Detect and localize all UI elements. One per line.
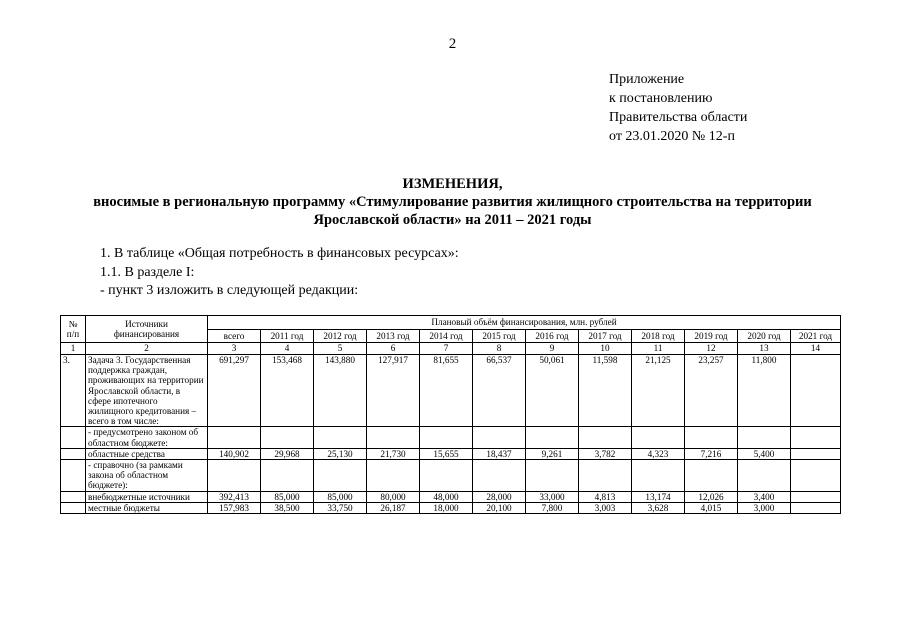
- row-number: [61, 491, 86, 502]
- value-cell: 3,782: [579, 448, 632, 459]
- instruction-line: - пункт 3 изложить в следующей редакции:: [100, 283, 359, 298]
- value-cell: 3,400: [738, 491, 791, 502]
- value-cell: [420, 460, 473, 492]
- value-cell: [208, 427, 261, 448]
- row-number: [61, 427, 86, 448]
- value-cell: [526, 427, 579, 448]
- index-cell: 2: [86, 343, 208, 355]
- value-cell: 33,750: [314, 502, 367, 513]
- index-cell: 12: [685, 343, 738, 355]
- header-col: 2018 год: [632, 330, 685, 343]
- instruction-line: 1. В таблице «Общая потребность в финансовых ресурсах»:: [100, 246, 459, 261]
- header-col: 2013 год: [367, 330, 420, 343]
- index-row: [61, 343, 841, 355]
- table-row: [61, 427, 841, 448]
- value-cell: 38,500: [261, 502, 314, 513]
- index-cell: 6: [367, 343, 420, 355]
- header-no-line: №: [68, 318, 78, 329]
- value-cell: 9,261: [526, 448, 579, 459]
- value-cell: [791, 448, 841, 459]
- value-cell: [526, 460, 579, 492]
- value-cell: 21,125: [632, 355, 685, 427]
- title-line: Ярославской области» на 2011 – 2021 годы: [313, 212, 592, 228]
- header-col: 2020 год: [738, 330, 791, 343]
- header-col: 2017 год: [579, 330, 632, 343]
- row-number: [61, 448, 86, 459]
- value-cell: [791, 491, 841, 502]
- appendix-line: Правительства области: [609, 110, 748, 125]
- value-cell: [208, 460, 261, 492]
- value-cell: 21,730: [367, 448, 420, 459]
- index-cell: 9: [526, 343, 579, 355]
- header-planned: Плановый объём финансирования, млн. рублей: [208, 316, 841, 330]
- table-header-row: [61, 316, 841, 330]
- value-cell: [314, 427, 367, 448]
- value-cell: [579, 427, 632, 448]
- value-cell: [791, 427, 841, 448]
- value-cell: 5,400: [738, 448, 791, 459]
- value-cell: 392,413: [208, 491, 261, 502]
- appendix-line: от 23.01.2020 № 12-п: [609, 129, 735, 144]
- value-cell: [738, 460, 791, 492]
- value-cell: 4,813: [579, 491, 632, 502]
- table-row: [61, 355, 841, 427]
- value-cell: [261, 427, 314, 448]
- index-cell: 4: [261, 343, 314, 355]
- value-cell: 18,437: [473, 448, 526, 459]
- header-no: [61, 316, 86, 343]
- index-cell: 1: [61, 343, 86, 355]
- value-cell: 23,257: [685, 355, 738, 427]
- value-cell: 7,216: [685, 448, 738, 459]
- value-cell: [632, 460, 685, 492]
- index-cell: 14: [791, 343, 841, 355]
- title-line: ИЗМЕНЕНИЯ,: [402, 176, 503, 192]
- index-cell: 11: [632, 343, 685, 355]
- value-cell: 66,537: [473, 355, 526, 427]
- value-cell: 33,000: [526, 491, 579, 502]
- value-cell: 140,902: [208, 448, 261, 459]
- value-cell: 28,000: [473, 491, 526, 502]
- value-cell: 20,100: [473, 502, 526, 513]
- value-cell: 25,130: [314, 448, 367, 459]
- header-col: 2016 год: [526, 330, 579, 343]
- header-col: всего: [208, 330, 261, 343]
- table-row: [61, 448, 841, 459]
- value-cell: 11,598: [579, 355, 632, 427]
- row-label: областные средства: [86, 448, 208, 459]
- value-cell: 153,468: [261, 355, 314, 427]
- value-cell: 85,000: [314, 491, 367, 502]
- instructions: [100, 245, 459, 301]
- header-no-line: п/п: [66, 329, 80, 339]
- appendix-block: [609, 70, 747, 146]
- value-cell: 4,015: [685, 502, 738, 513]
- index-cell: 13: [738, 343, 791, 355]
- header-col: 2019 год: [685, 330, 738, 343]
- value-cell: [314, 460, 367, 492]
- value-cell: 691,297: [208, 355, 261, 427]
- row-label: местные бюджеты: [86, 502, 208, 513]
- instruction-line: 1.1. В разделе I:: [100, 264, 195, 280]
- index-cell: 7: [420, 343, 473, 355]
- value-cell: 143,880: [314, 355, 367, 427]
- value-cell: 15,655: [420, 448, 473, 459]
- value-cell: 3,000: [738, 502, 791, 513]
- value-cell: 81,655: [420, 355, 473, 427]
- row-label: Задача 3. Государственная поддержка граждан, проживающих на территории Ярославской области, в сфере ипотечного жилищного кредитования – всего в том числе:: [86, 355, 208, 427]
- value-cell: 12,026: [685, 491, 738, 502]
- value-cell: [367, 460, 420, 492]
- header-col: 2012 год: [314, 330, 367, 343]
- value-cell: 80,000: [367, 491, 420, 502]
- row-number: 3.: [61, 355, 86, 427]
- table-row: [61, 460, 841, 492]
- header-col: 2011 год: [261, 330, 314, 343]
- value-cell: 29,968: [261, 448, 314, 459]
- document-title: [0, 175, 905, 229]
- row-label: внебюджетные источники: [86, 491, 208, 502]
- value-cell: [579, 460, 632, 492]
- index-cell: 10: [579, 343, 632, 355]
- page-number: 2: [448, 36, 457, 52]
- table-row: [61, 491, 841, 502]
- value-cell: [791, 355, 841, 427]
- title-line: вносимые в региональную программу «Стимулирование развития жилищного строительства на территории: [93, 194, 812, 210]
- value-cell: [791, 502, 841, 513]
- header-source: [86, 316, 208, 343]
- value-cell: 3,628: [632, 502, 685, 513]
- value-cell: 50,061: [526, 355, 579, 427]
- value-cell: 85,000: [261, 491, 314, 502]
- row-label: - предусмотрено законом об областном бюджете:: [86, 427, 208, 448]
- value-cell: 3,003: [579, 502, 632, 513]
- value-cell: [473, 460, 526, 492]
- value-cell: [261, 460, 314, 492]
- header-col: 2015 год: [473, 330, 526, 343]
- index-cell: 8: [473, 343, 526, 355]
- value-cell: 7,800: [526, 502, 579, 513]
- index-cell: 3: [208, 343, 261, 355]
- appendix-line: Приложение: [609, 72, 685, 87]
- value-cell: 13,174: [632, 491, 685, 502]
- row-number: [61, 502, 86, 513]
- index-cell: 5: [314, 343, 367, 355]
- value-cell: 127,917: [367, 355, 420, 427]
- value-cell: [473, 427, 526, 448]
- value-cell: 11,800: [738, 355, 791, 427]
- row-label: - справочно (за рамками закона об областном бюджете):: [86, 460, 208, 492]
- value-cell: 157,983: [208, 502, 261, 513]
- value-cell: [685, 427, 738, 448]
- value-cell: [738, 427, 791, 448]
- value-cell: 4,323: [632, 448, 685, 459]
- appendix-line: к постановлению: [609, 91, 713, 106]
- header-source-line: финансирования: [113, 329, 180, 339]
- value-cell: [791, 460, 841, 492]
- header-source-line: Источники: [125, 318, 168, 329]
- row-number: [61, 460, 86, 492]
- table-row: [61, 502, 841, 513]
- value-cell: [367, 427, 420, 448]
- value-cell: [685, 460, 738, 492]
- value-cell: [420, 427, 473, 448]
- value-cell: 18,000: [420, 502, 473, 513]
- value-cell: 48,000: [420, 491, 473, 502]
- value-cell: 26,187: [367, 502, 420, 513]
- financing-table: [60, 315, 841, 514]
- value-cell: [632, 427, 685, 448]
- header-col: 2014 год: [420, 330, 473, 343]
- header-col: 2021 год: [791, 330, 841, 343]
